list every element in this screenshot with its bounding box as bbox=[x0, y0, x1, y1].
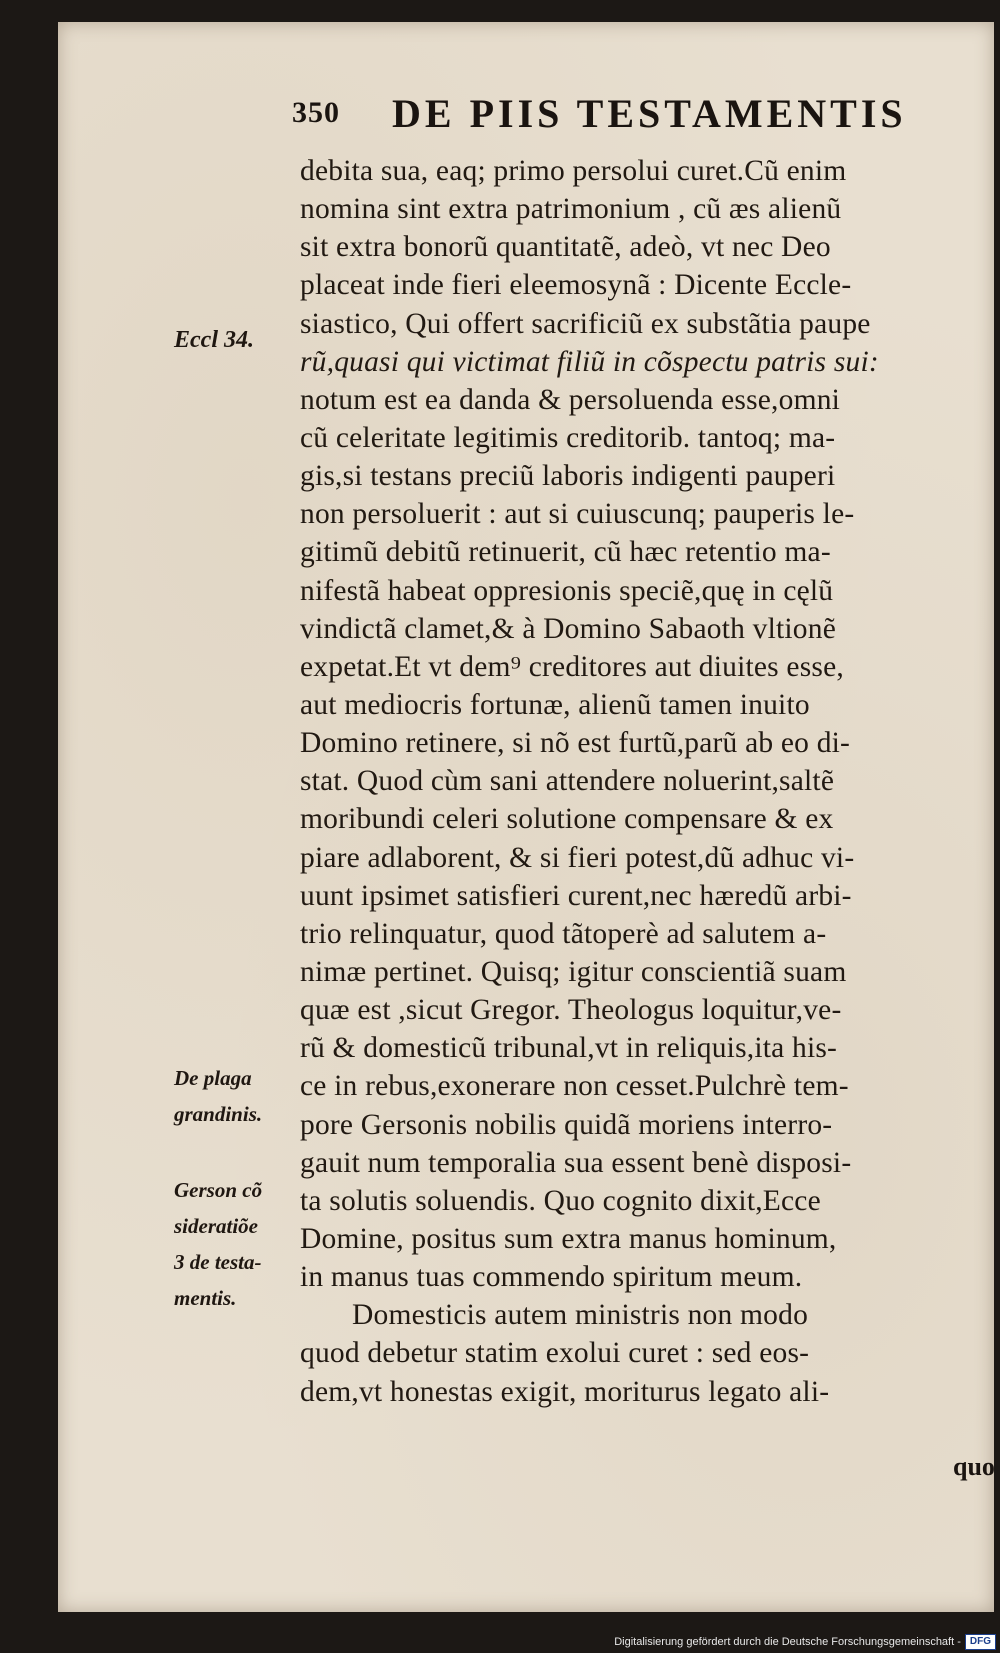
text-line: vindictã clamet,& à Domino Sabaoth vltionẽ bbox=[300, 612, 837, 645]
margin-note-gerson-1: Gerson cõ bbox=[174, 1178, 263, 1202]
text-line: quæ est ,sicut Gregor. Theologus loquitur,ve- bbox=[300, 994, 842, 1027]
text-line: Domesticis autem ministris non modo bbox=[352, 1299, 809, 1332]
margin-note-de-plaga: De plaga bbox=[174, 1066, 252, 1090]
text-line: ta solutis soluendis. Quo cognito dixit,Ecce bbox=[300, 1184, 821, 1217]
dfg-logo: DFG bbox=[965, 1634, 996, 1650]
text-line: ce in rebus,exonerare non cesset.Pulchrè tem- bbox=[300, 1070, 849, 1103]
text-line: placeat inde fieri eleemosynã : Dicente Eccle- bbox=[300, 269, 852, 302]
text-line: gauit num temporalia sua essent benè disposi- bbox=[300, 1146, 852, 1179]
text-line: piare adlaborent, & si fieri potest,dũ adhuc vi- bbox=[300, 841, 855, 874]
text-line: stat. Quod cùm sani attendere noluerint,saltẽ bbox=[300, 765, 835, 798]
footer-text: Digitalisierung gefördert durch die Deutsche Forschungsgemeinschaft - bbox=[614, 1636, 961, 1648]
running-title: DE PIIS TESTAMENTIS bbox=[392, 91, 907, 136]
digitization-footer bbox=[614, 1633, 996, 1651]
text-line: pore Gersonis nobilis quidã moriens interro- bbox=[300, 1108, 833, 1141]
text-line: rũ & domesticũ tribunal,vt in reliquis,ita his- bbox=[300, 1032, 838, 1065]
text-line: Domino retinere, si nõ est furtũ,parũ ab eo di- bbox=[300, 727, 851, 760]
text-line: in manus tuas commendo spiritum meum. bbox=[300, 1261, 803, 1294]
text-line: nomina sint extra patrimonium , cũ æs alienũ bbox=[300, 193, 842, 226]
text-line: nimæ pertinet. Quisq; igitur conscientiã suam bbox=[300, 955, 847, 988]
text-line: dem,vt honestas exigit, moriturus legato ali- bbox=[300, 1375, 830, 1408]
text-line: siastico, Qui offert sacrificiũ ex substãtia paupe bbox=[300, 307, 871, 340]
margin-note-eccl: Eccl 34. bbox=[174, 327, 254, 353]
margin-note-grandinis: grandinis. bbox=[174, 1102, 263, 1126]
page-header bbox=[292, 90, 942, 138]
text-line: nifestã habeat oppresionis speciẽ,quę in cęlũ bbox=[300, 574, 834, 607]
margin-note-gerson-3: 3 de testa- bbox=[174, 1250, 262, 1274]
catchword: quo bbox=[953, 1452, 995, 1481]
text-line: cũ celeritate legitimis creditorib. tantoq; ma- bbox=[300, 421, 836, 454]
text-line: Domine, positus sum extra manus hominum, bbox=[300, 1222, 837, 1255]
text-line: notum est ea danda & persoluenda esse,omni bbox=[300, 383, 841, 416]
text-line: gitimũ debitũ retinuerit, cũ hæc retentio ma- bbox=[300, 536, 831, 569]
text-line: non persoluerit : aut si cuiuscunq; pauperis le- bbox=[300, 498, 855, 531]
text-line: aut mediocris fortunæ, alienũ tamen inuito bbox=[300, 688, 810, 721]
text-line: moribundi celeri solutione compensare & ex bbox=[300, 803, 834, 836]
book-page bbox=[58, 22, 994, 1612]
text-line: expetat.Et vt dem⁹ creditores aut diuites esse, bbox=[300, 650, 844, 683]
text-line: trio relinquatur, quod tãtoperè ad salutem a- bbox=[300, 917, 827, 950]
margin-note-gerson-4: mentis. bbox=[174, 1286, 237, 1310]
text-line: sit extra bonorũ quantitatẽ, adeò, vt nec Deo bbox=[300, 231, 831, 264]
page-number: 350 bbox=[292, 96, 340, 129]
text-line: gis,si testans preciũ laboris indigenti pauperi bbox=[300, 460, 836, 493]
text-line: quod debetur statim exolui curet : sed eos- bbox=[300, 1337, 810, 1370]
text-line: debita sua, eaq; primo persolui curet.Cũ enim bbox=[300, 155, 847, 187]
body-text bbox=[300, 152, 955, 1411]
margin-note-gerson-2: sideratiõe bbox=[174, 1214, 258, 1238]
text-line: rũ,quasi qui victimat filiũ in cõspectu patris sui: bbox=[300, 345, 879, 378]
text-line: uunt ipsimet satisfieri curent,nec hæredũ arbi- bbox=[300, 879, 852, 912]
